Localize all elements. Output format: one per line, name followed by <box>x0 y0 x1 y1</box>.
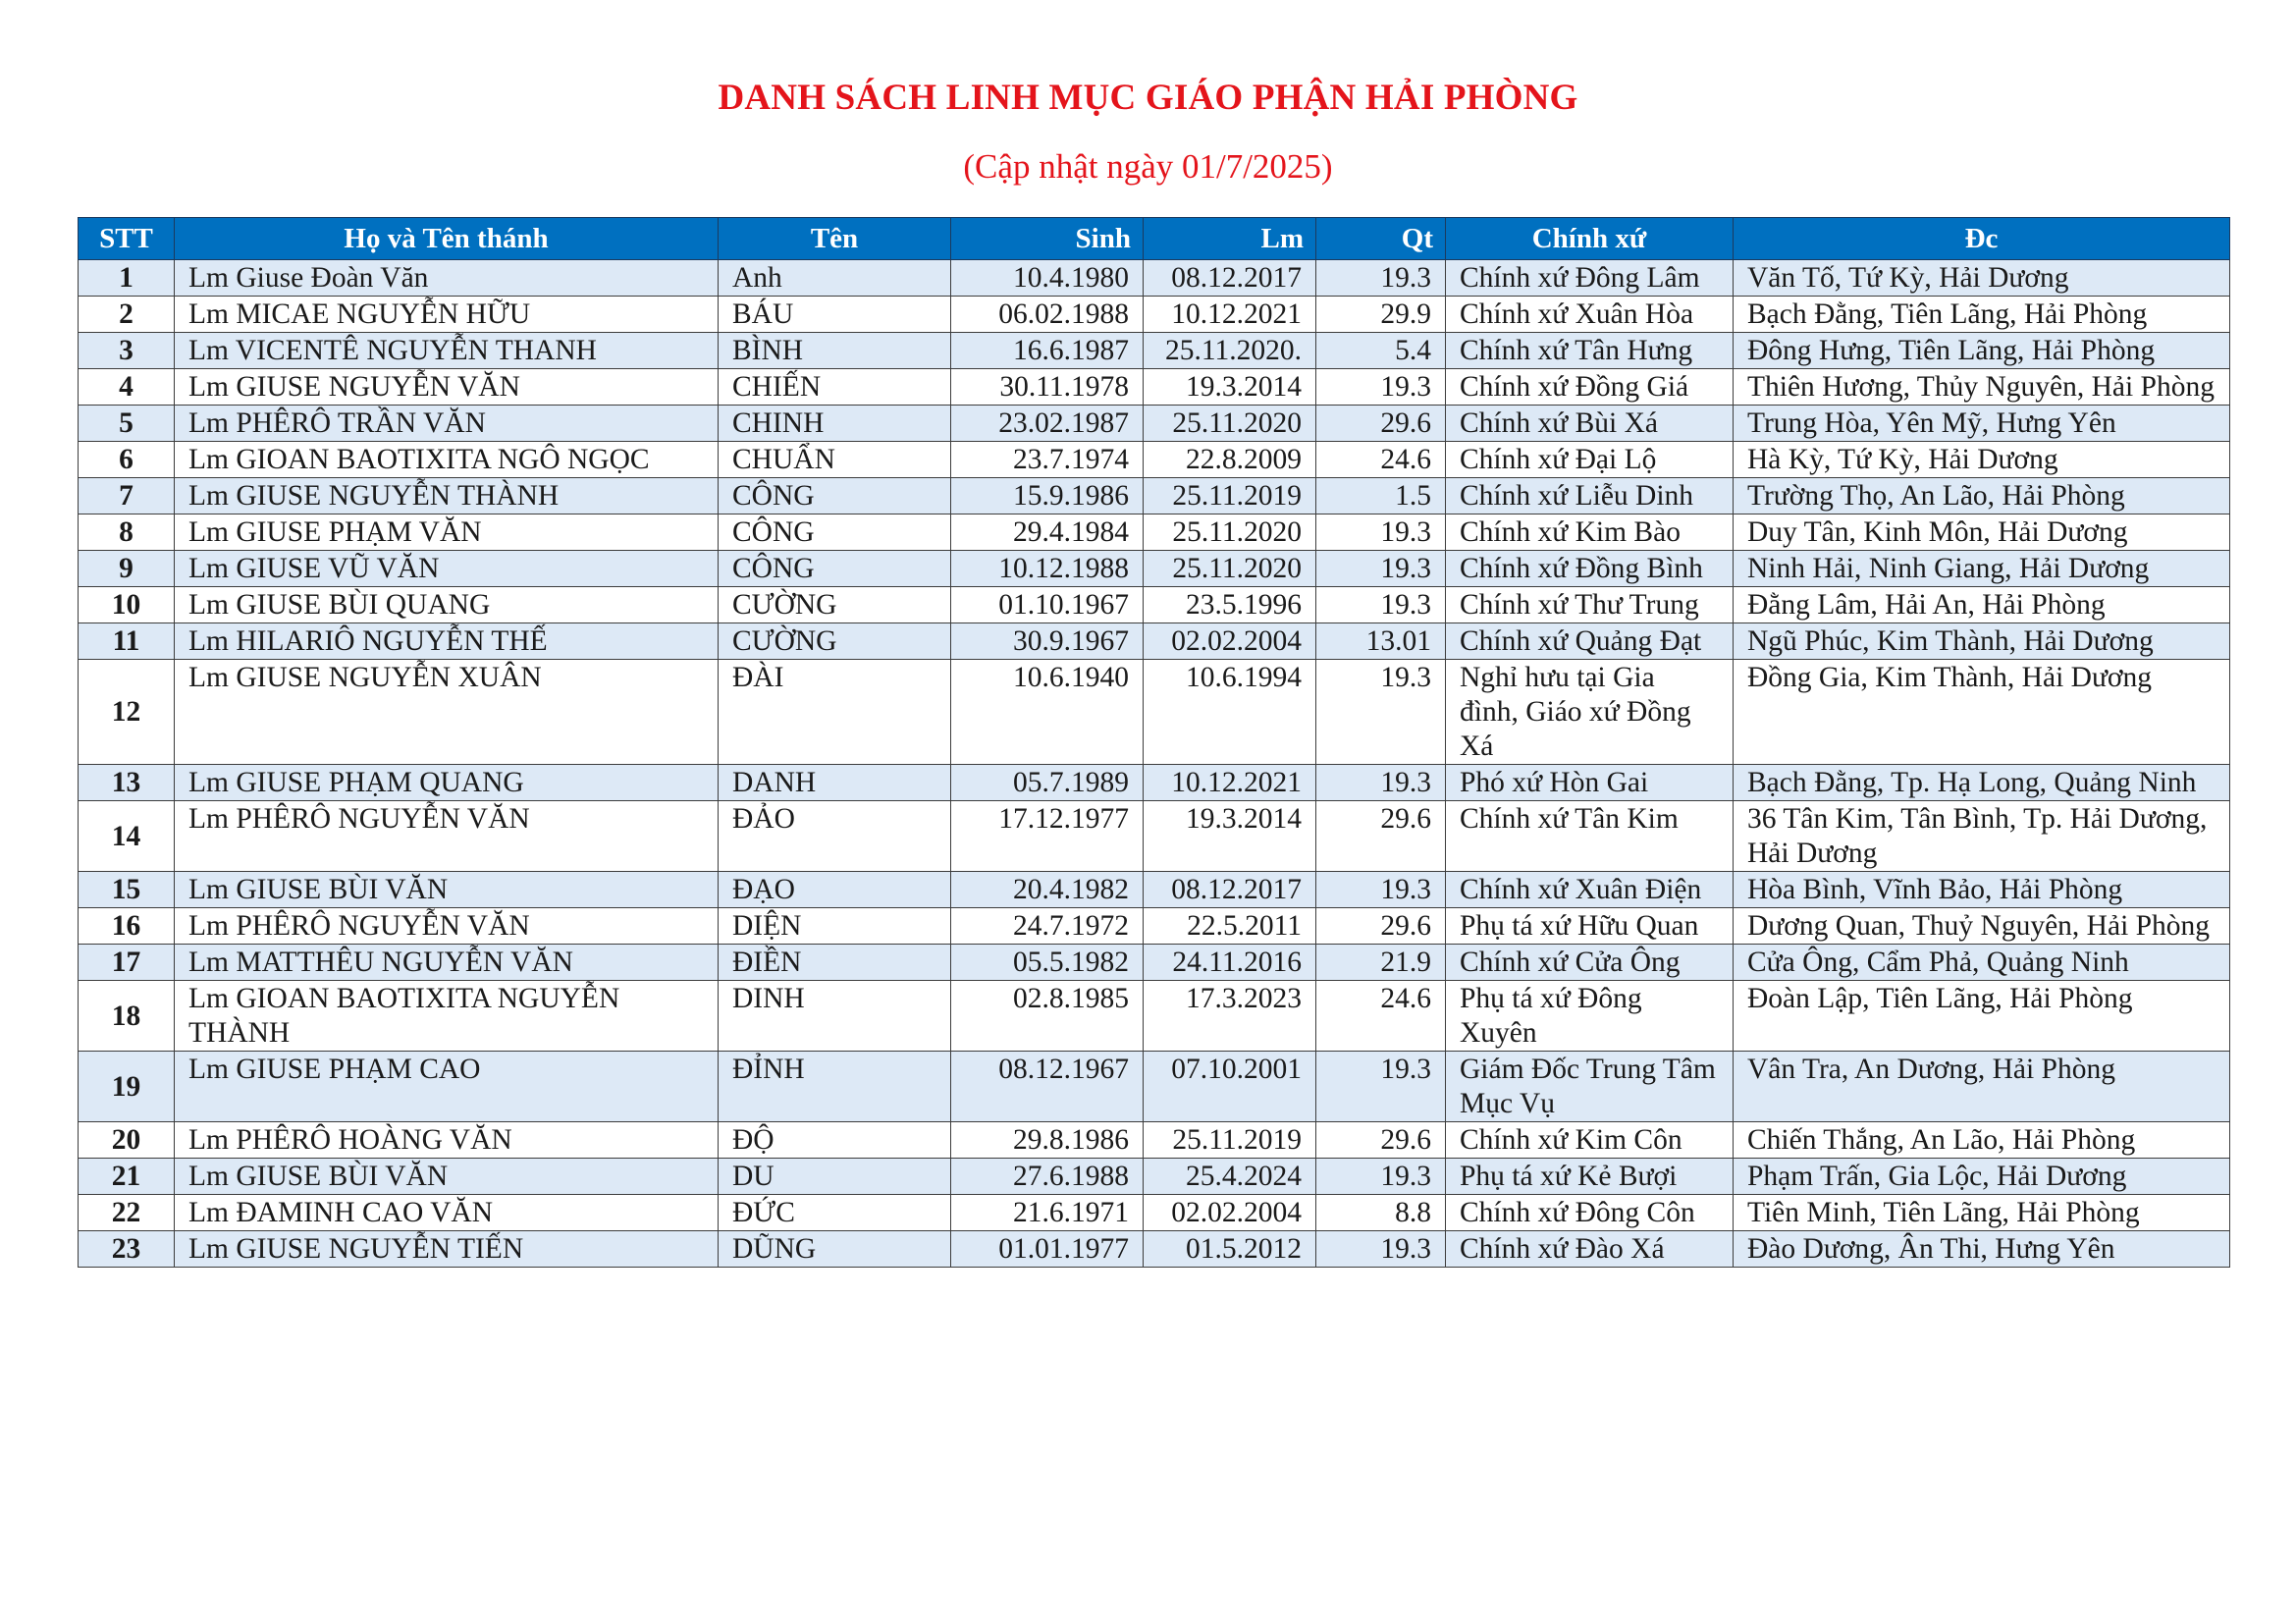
cell-chinh-xu: Chính xứ Đại Lộ <box>1446 442 1734 478</box>
cell-stt: 3 <box>79 333 175 369</box>
cell-ten: DŨNG <box>719 1231 951 1268</box>
table-row <box>79 801 2230 872</box>
cell-lm: 17.3.2023 <box>1144 981 1316 1052</box>
cell-chinh-xu: Nghỉ hưu tại Gia đình, Giáo xứ Đồng Xá <box>1446 660 1734 765</box>
table-row <box>79 908 2230 945</box>
cell-sinh: 10.6.1940 <box>951 660 1144 765</box>
cell-qt: 19.3 <box>1316 660 1446 765</box>
cell-ten: DIỆN <box>719 908 951 945</box>
cell-lm: 22.8.2009 <box>1144 442 1316 478</box>
cell-ho-ten: Lm PHÊRÔ TRẦN VĂN <box>175 406 719 442</box>
cell-dc: Phạm Trấn, Gia Lộc, Hải Dương <box>1734 1159 2230 1195</box>
cell-ho-ten: Lm GIUSE NGUYỄN VĂN <box>175 369 719 406</box>
cell-ho-ten: Lm GIUSE PHẠM CAO <box>175 1052 719 1122</box>
cell-lm: 23.5.1996 <box>1144 587 1316 623</box>
table-row <box>79 1122 2230 1159</box>
cell-ho-ten: Lm VICENTÊ NGUYỄN THANH <box>175 333 719 369</box>
cell-dc: Duy Tân, Kinh Môn, Hải Dương <box>1734 514 2230 551</box>
cell-sinh: 30.9.1967 <box>951 623 1144 660</box>
cell-ten: CHUẨN <box>719 442 951 478</box>
cell-lm: 25.4.2024 <box>1144 1159 1316 1195</box>
cell-stt: 12 <box>79 660 175 765</box>
cell-stt: 9 <box>79 551 175 587</box>
cell-ten: ĐỨC <box>719 1195 951 1231</box>
table-row <box>79 333 2230 369</box>
page-title: DANH SÁCH LINH MỤC GIÁO PHẬN HẢI PHÒNG <box>718 78 1578 118</box>
cell-lm: 08.12.2017 <box>1144 872 1316 908</box>
cell-chinh-xu: Chính xứ Xuân Hòa <box>1446 297 1734 333</box>
table-row <box>79 478 2230 514</box>
cell-chinh-xu: Chính xứ Quảng Đạt <box>1446 623 1734 660</box>
cell-ho-ten: Lm PHÊRÔ NGUYỄN VĂN <box>175 908 719 945</box>
cell-ten: ĐẢO <box>719 801 951 872</box>
cell-stt: 5 <box>79 406 175 442</box>
cell-lm: 10.6.1994 <box>1144 660 1316 765</box>
header-qt: Qt <box>1316 218 1446 260</box>
cell-sinh: 27.6.1988 <box>951 1159 1144 1195</box>
header-stt: STT <box>79 218 175 260</box>
cell-ten: DANH <box>719 765 951 801</box>
cell-ho-ten: Lm GIUSE NGUYỄN XUÂN <box>175 660 719 765</box>
cell-ho-ten: Lm MICAE NGUYỄN HỮU <box>175 297 719 333</box>
cell-sinh: 23.7.1974 <box>951 442 1144 478</box>
cell-sinh: 24.7.1972 <box>951 908 1144 945</box>
cell-stt: 16 <box>79 908 175 945</box>
cell-qt: 1.5 <box>1316 478 1446 514</box>
cell-chinh-xu: Phó xứ Hòn Gai <box>1446 765 1734 801</box>
cell-stt: 11 <box>79 623 175 660</box>
cell-ho-ten: Lm ĐAMINH CAO VĂN <box>175 1195 719 1231</box>
table-row <box>79 369 2230 406</box>
cell-chinh-xu: Chính xứ Đông Lâm <box>1446 260 1734 297</box>
cell-ho-ten: Lm GIUSE VŨ VĂN <box>175 551 719 587</box>
header-dc: Đc <box>1734 218 2230 260</box>
cell-chinh-xu: Phụ tá xứ Kẻ Bượi <box>1446 1159 1734 1195</box>
cell-lm: 10.12.2021 <box>1144 765 1316 801</box>
cell-stt: 8 <box>79 514 175 551</box>
cell-chinh-xu: Chính xứ Đào Xá <box>1446 1231 1734 1268</box>
table-row <box>79 442 2230 478</box>
cell-ho-ten: Lm MATTHÊU NGUYỄN VĂN <box>175 945 719 981</box>
cell-stt: 7 <box>79 478 175 514</box>
header-ten: Tên <box>719 218 951 260</box>
table-row <box>79 765 2230 801</box>
cell-qt: 13.01 <box>1316 623 1446 660</box>
page-subtitle: (Cập nhật ngày 01/7/2025) <box>963 147 1333 186</box>
cell-stt: 14 <box>79 801 175 872</box>
cell-dc: Ninh Hải, Ninh Giang, Hải Dương <box>1734 551 2230 587</box>
table-row <box>79 872 2230 908</box>
cell-lm: 22.5.2011 <box>1144 908 1316 945</box>
cell-qt: 21.9 <box>1316 945 1446 981</box>
cell-chinh-xu: Chính xứ Xuân Điện <box>1446 872 1734 908</box>
cell-ten: ĐÀI <box>719 660 951 765</box>
cell-stt: 23 <box>79 1231 175 1268</box>
cell-dc: Trung Hòa, Yên Mỹ, Hưng Yên <box>1734 406 2230 442</box>
cell-dc: Thiên Hương, Thủy Nguyên, Hải Phòng <box>1734 369 2230 406</box>
table-header-row <box>79 218 2230 260</box>
cell-stt: 19 <box>79 1052 175 1122</box>
cell-ten: CÔNG <box>719 551 951 587</box>
cell-lm: 08.12.2017 <box>1144 260 1316 297</box>
cell-ten: CƯỜNG <box>719 587 951 623</box>
cell-ten: ĐỈNH <box>719 1052 951 1122</box>
cell-lm: 19.3.2014 <box>1144 801 1316 872</box>
cell-qt: 19.3 <box>1316 765 1446 801</box>
cell-qt: 19.3 <box>1316 514 1446 551</box>
cell-chinh-xu: Chính xứ Kim Côn <box>1446 1122 1734 1159</box>
table-row <box>79 260 2230 297</box>
table-row <box>79 514 2230 551</box>
cell-dc: Bạch Đằng, Tiên Lãng, Hải Phòng <box>1734 297 2230 333</box>
cell-stt: 20 <box>79 1122 175 1159</box>
cell-ten: DU <box>719 1159 951 1195</box>
cell-ho-ten: Lm GIUSE NGUYỄN TIẾN <box>175 1231 719 1268</box>
cell-dc: Hòa Bình, Vĩnh Bảo, Hải Phòng <box>1734 872 2230 908</box>
table-row <box>79 945 2230 981</box>
cell-lm: 02.02.2004 <box>1144 1195 1316 1231</box>
cell-lm: 25.11.2019 <box>1144 478 1316 514</box>
cell-chinh-xu: Chính xứ Đồng Bình <box>1446 551 1734 587</box>
cell-qt: 19.3 <box>1316 369 1446 406</box>
table-row <box>79 660 2230 765</box>
cell-stt: 1 <box>79 260 175 297</box>
cell-sinh: 10.12.1988 <box>951 551 1144 587</box>
cell-chinh-xu: Chính xứ Kim Bào <box>1446 514 1734 551</box>
cell-sinh: 16.6.1987 <box>951 333 1144 369</box>
cell-qt: 19.3 <box>1316 587 1446 623</box>
cell-ho-ten: Lm GIUSE NGUYỄN THÀNH <box>175 478 719 514</box>
cell-dc: Dương Quan, Thuỷ Nguyên, Hải Phòng <box>1734 908 2230 945</box>
cell-ten: ĐỘ <box>719 1122 951 1159</box>
cell-dc: Chiến Thắng, An Lão, Hải Phòng <box>1734 1122 2230 1159</box>
table-row <box>79 1159 2230 1195</box>
cell-qt: 29.6 <box>1316 1122 1446 1159</box>
cell-ho-ten: Lm PHÊRÔ HOÀNG VĂN <box>175 1122 719 1159</box>
cell-dc: Đằng Lâm, Hải An, Hải Phòng <box>1734 587 2230 623</box>
cell-chinh-xu: Chính xứ Tân Kim <box>1446 801 1734 872</box>
cell-ten: CÔNG <box>719 514 951 551</box>
cell-lm: 19.3.2014 <box>1144 369 1316 406</box>
cell-qt: 19.3 <box>1316 551 1446 587</box>
cell-ten: ĐẠO <box>719 872 951 908</box>
header-chinh-xu: Chính xứ <box>1446 218 1734 260</box>
cell-qt: 19.3 <box>1316 1052 1446 1122</box>
cell-dc: Đoàn Lập, Tiên Lãng, Hải Phòng <box>1734 981 2230 1052</box>
cell-qt: 19.3 <box>1316 872 1446 908</box>
cell-qt: 8.8 <box>1316 1195 1446 1231</box>
cell-ten: CƯỜNG <box>719 623 951 660</box>
cell-qt: 19.3 <box>1316 1231 1446 1268</box>
cell-ho-ten: Lm GIUSE BÙI QUANG <box>175 587 719 623</box>
cell-dc: Đông Hưng, Tiên Lãng, Hải Phòng <box>1734 333 2230 369</box>
table-row <box>79 297 2230 333</box>
cell-stt: 2 <box>79 297 175 333</box>
cell-lm: 02.02.2004 <box>1144 623 1316 660</box>
cell-stt: 22 <box>79 1195 175 1231</box>
cell-dc: Ngũ Phúc, Kim Thành, Hải Dương <box>1734 623 2230 660</box>
cell-qt: 29.9 <box>1316 297 1446 333</box>
cell-ten: CÔNG <box>719 478 951 514</box>
cell-sinh: 10.4.1980 <box>951 260 1144 297</box>
table-row <box>79 406 2230 442</box>
table-row <box>79 623 2230 660</box>
cell-lm: 25.11.2020 <box>1144 514 1316 551</box>
cell-chinh-xu: Chính xứ Bùi Xá <box>1446 406 1734 442</box>
cell-ho-ten: Lm GIOAN BAOTIXITA NGÔ NGỌC <box>175 442 719 478</box>
cell-lm: 01.5.2012 <box>1144 1231 1316 1268</box>
cell-chinh-xu: Phụ tá xứ Hữu Quan <box>1446 908 1734 945</box>
cell-ho-ten: Lm PHÊRÔ NGUYỄN VĂN <box>175 801 719 872</box>
cell-chinh-xu: Giám Đốc Trung Tâm Mục Vụ <box>1446 1052 1734 1122</box>
cell-ho-ten: Lm GIUSE PHẠM QUANG <box>175 765 719 801</box>
cell-dc: Văn Tố, Tứ Kỳ, Hải Dương <box>1734 260 2230 297</box>
cell-dc: 36 Tân Kim, Tân Bình, Tp. Hải Dương, Hải Dương <box>1734 801 2230 872</box>
cell-lm: 10.12.2021 <box>1144 297 1316 333</box>
table-row <box>79 1195 2230 1231</box>
cell-qt: 19.3 <box>1316 260 1446 297</box>
cell-qt: 29.6 <box>1316 908 1446 945</box>
cell-stt: 4 <box>79 369 175 406</box>
cell-lm: 25.11.2020 <box>1144 406 1316 442</box>
cell-stt: 13 <box>79 765 175 801</box>
cell-sinh: 29.4.1984 <box>951 514 1144 551</box>
cell-sinh: 23.02.1987 <box>951 406 1144 442</box>
cell-ten: CHINH <box>719 406 951 442</box>
cell-lm: 25.11.2020. <box>1144 333 1316 369</box>
cell-stt: 15 <box>79 872 175 908</box>
cell-ho-ten: Lm GIUSE BÙI VĂN <box>175 872 719 908</box>
cell-ten: CHIẾN <box>719 369 951 406</box>
cell-stt: 17 <box>79 945 175 981</box>
cell-qt: 24.6 <box>1316 981 1446 1052</box>
table-row <box>79 587 2230 623</box>
cell-ho-ten: Lm HILARIÔ NGUYỄN THẾ <box>175 623 719 660</box>
cell-ten: BÁU <box>719 297 951 333</box>
cell-sinh: 21.6.1971 <box>951 1195 1144 1231</box>
cell-sinh: 02.8.1985 <box>951 981 1144 1052</box>
header-sinh: Sinh <box>951 218 1144 260</box>
cell-chinh-xu: Chính xứ Đồng Giá <box>1446 369 1734 406</box>
cell-dc: Vân Tra, An Dương, Hải Phòng <box>1734 1052 2230 1122</box>
cell-chinh-xu: Chính xứ Thư Trung <box>1446 587 1734 623</box>
cell-lm: 25.11.2020 <box>1144 551 1316 587</box>
cell-dc: Trường Thọ, An Lão, Hải Phòng <box>1734 478 2230 514</box>
cell-lm: 25.11.2019 <box>1144 1122 1316 1159</box>
cell-stt: 6 <box>79 442 175 478</box>
cell-stt: 10 <box>79 587 175 623</box>
cell-qt: 19.3 <box>1316 1159 1446 1195</box>
table-row <box>79 1052 2230 1122</box>
cell-qt: 24.6 <box>1316 442 1446 478</box>
cell-qt: 5.4 <box>1316 333 1446 369</box>
table-row <box>79 981 2230 1052</box>
table-row <box>79 551 2230 587</box>
cell-dc: Đồng Gia, Kim Thành, Hải Dương <box>1734 660 2230 765</box>
cell-qt: 29.6 <box>1316 406 1446 442</box>
header-lm: Lm <box>1144 218 1316 260</box>
cell-sinh: 05.5.1982 <box>951 945 1144 981</box>
cell-ho-ten: Lm GIUSE BÙI VĂN <box>175 1159 719 1195</box>
cell-lm: 24.11.2016 <box>1144 945 1316 981</box>
cell-sinh: 30.11.1978 <box>951 369 1144 406</box>
cell-lm: 07.10.2001 <box>1144 1052 1316 1122</box>
cell-stt: 21 <box>79 1159 175 1195</box>
cell-sinh: 05.7.1989 <box>951 765 1144 801</box>
cell-dc: Cửa Ông, Cẩm Phả, Quảng Ninh <box>1734 945 2230 981</box>
cell-sinh: 08.12.1967 <box>951 1052 1144 1122</box>
cell-sinh: 01.10.1967 <box>951 587 1144 623</box>
cell-chinh-xu: Chính xứ Đông Côn <box>1446 1195 1734 1231</box>
cell-sinh: 20.4.1982 <box>951 872 1144 908</box>
cell-chinh-xu: Chính xứ Liễu Dinh <box>1446 478 1734 514</box>
cell-dc: Bạch Đằng, Tp. Hạ Long, Quảng Ninh <box>1734 765 2230 801</box>
cell-sinh: 29.8.1986 <box>951 1122 1144 1159</box>
cell-chinh-xu: Chính xứ Cửa Ông <box>1446 945 1734 981</box>
cell-stt: 18 <box>79 981 175 1052</box>
cell-dc: Tiên Minh, Tiên Lãng, Hải Phòng <box>1734 1195 2230 1231</box>
priest-table <box>78 217 2230 1268</box>
cell-ten: DINH <box>719 981 951 1052</box>
cell-ho-ten: Lm GIUSE PHẠM VĂN <box>175 514 719 551</box>
cell-qt: 29.6 <box>1316 801 1446 872</box>
cell-sinh: 15.9.1986 <box>951 478 1144 514</box>
header-ho-ten: Họ và Tên thánh <box>175 218 719 260</box>
cell-chinh-xu: Phụ tá xứ Đông Xuyên <box>1446 981 1734 1052</box>
cell-dc: Hà Kỳ, Tứ Kỳ, Hải Dương <box>1734 442 2230 478</box>
cell-sinh: 01.01.1977 <box>951 1231 1144 1268</box>
cell-sinh: 06.02.1988 <box>951 297 1144 333</box>
cell-ten: ĐIỀN <box>719 945 951 981</box>
cell-ten: Anh <box>719 260 951 297</box>
table-row <box>79 1231 2230 1268</box>
cell-dc: Đào Dương, Ân Thi, Hưng Yên <box>1734 1231 2230 1268</box>
cell-ho-ten: Lm Giuse Đoàn Văn <box>175 260 719 297</box>
cell-ten: BÌNH <box>719 333 951 369</box>
cell-ho-ten: Lm GIOAN BAOTIXITA NGUYỄN THÀNH <box>175 981 719 1052</box>
cell-sinh: 17.12.1977 <box>951 801 1144 872</box>
cell-chinh-xu: Chính xứ Tân Hưng <box>1446 333 1734 369</box>
